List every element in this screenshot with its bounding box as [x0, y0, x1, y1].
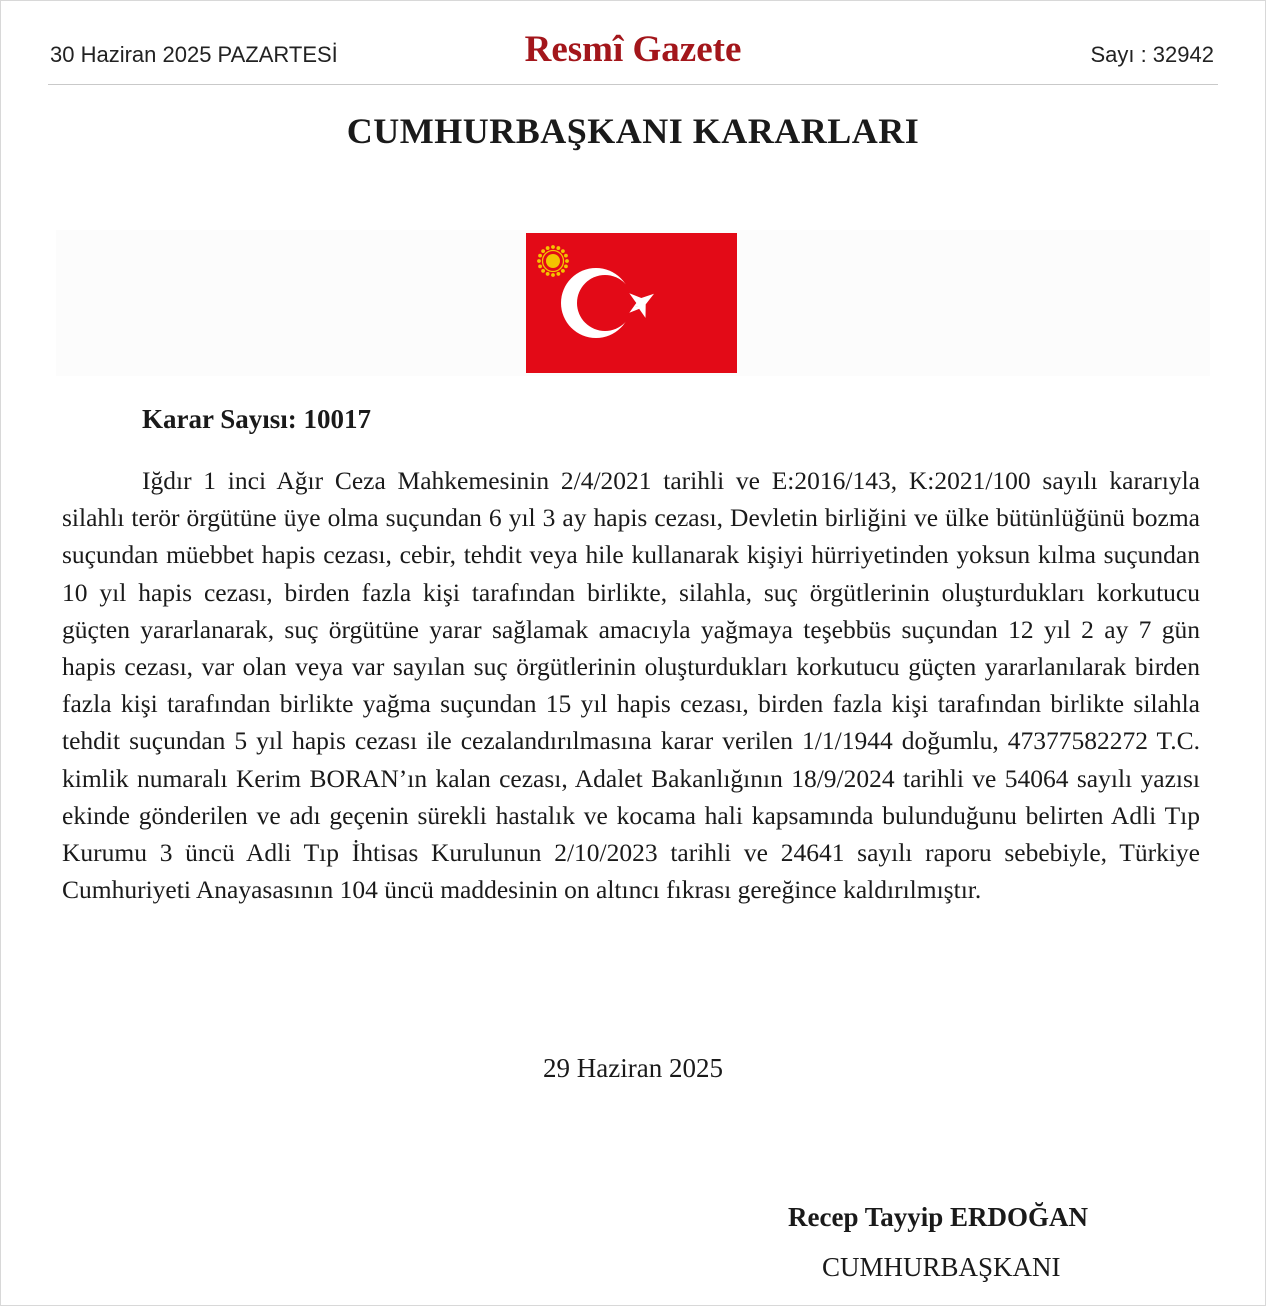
issue-number: Sayı : 32942: [1090, 42, 1214, 67]
turkish-flag-icon: [526, 233, 737, 373]
header-divider: [48, 84, 1218, 85]
decision-date: 29 Haziran 2025: [543, 1053, 723, 1083]
gazette-title: Resmî Gazete: [524, 29, 742, 70]
section-title: CUMHURBAŞKANI KARARLARI: [346, 111, 920, 151]
signatory-title: CUMHURBAŞKANI: [822, 1252, 1061, 1282]
decision-number: Karar Sayısı: 10017: [142, 404, 371, 434]
gazette-header: [48, 28, 1218, 80]
signatory-name: Recep Tayyip ERDOĞAN: [788, 1202, 1089, 1232]
header-date: 30 Haziran 2025 PAZARTESİ: [50, 42, 338, 67]
decision-body: Iğdır 1 inci Ağır Ceza Mahkemesinin 2/4/2021 tarihli ve E:2016/143, K:2021/100 sayılı kararıyla silahlı terör örgütüne üye olma suçundan 6 yıl 3 ay hapis cezası, Devletin birliğini ve ülke bütünlüğünü bozma suçundan müebbet hapis cezası, cebir, tehdit veya hile kullanarak kişiyi hürriyetinden yoksun kılma suçundan 10 yıl hapis cezası, birden fazla kişi tarafından birlikte, silahla, suç örgütlerinin oluşturdukları korkutucu güçten yararlanarak, suç örgütüne yarar sağlamak amacıyla yağmaya teşebbüs suçundan 12 yıl 2 ay 7 gün hapis cezası, var olan veya var sayılan suç örgütlerinin oluşturdukları korkutucu güçten yararlanılarak birden fazla kişi tarafından birlikte yağma suçundan 15 yıl hapis cezası, birden fazla kişi tarafından birlikte silahla tehdit suçundan 5 yıl hapis cezası ile cezalandırılmasına karar verilen 1/1/1944 doğumlu, 47377582272 T.C. kimlik numaralı Kerim BORAN’ın kalan cezası, Adalet Bakanlığının 18/9/2024 tarihli ve 54064 sayılı yazısı ekinde gönderilen ve adı geçenin sürekli hastalık ve kocama hali kapsamında bulunduğunu belirten Adli Tıp Kurumu 3 üncü Adli Tıp İhtisas Kurulunun 2/10/2023 tarihli ve 24641 sayılı raporu sebebiyle, Türkiye Cumhuriyeti Anayasasının 104 üncü maddesinin on altıncı fıkrası gereğince kaldırılmıştır.: [62, 466, 1200, 905]
